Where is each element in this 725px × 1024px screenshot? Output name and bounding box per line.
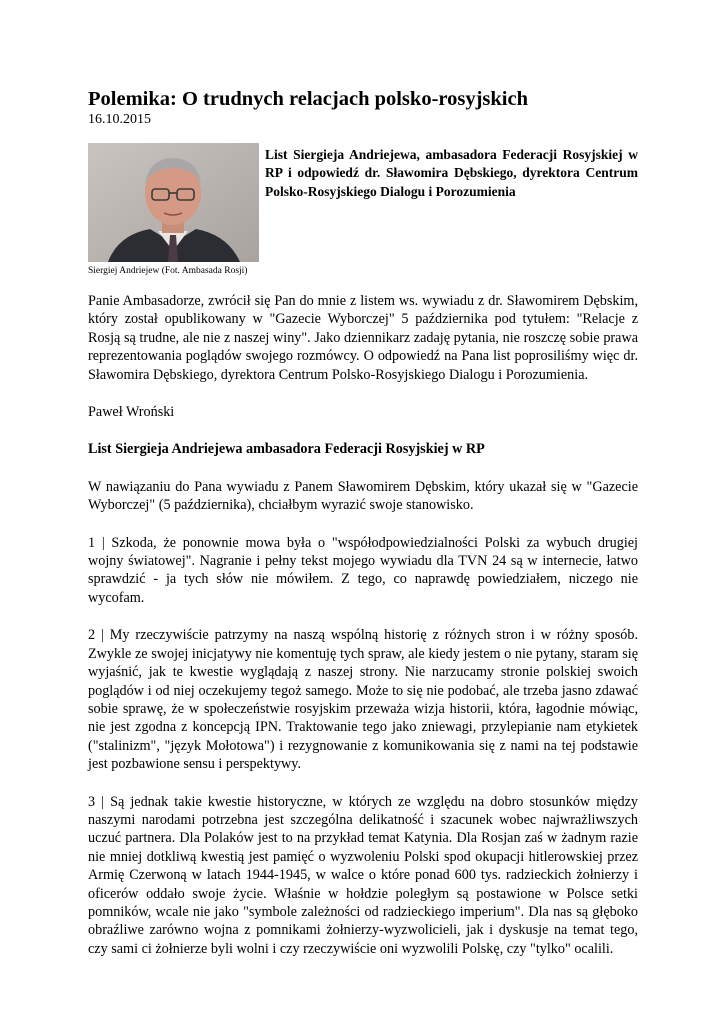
article-date: 16.10.2015 (88, 112, 151, 127)
portrait-photo (88, 143, 259, 262)
body-paragraph: 3 | Są jednak takie kwestie historyczne, w których ze względu na dobro stosunków między naszymi narodami potrzebna jest szczególna delikatność i szacunek wobec najwrażliwszych uczuć partnera. Dla Polaków jest to na przykład temat Katynia. Dla Rosjan zaś w żadnym razie nie mniej dotkliwą kwestią jest pamięć o wyzwoleniu Polski spod okupacji hitlerowskiej przez Armię Czerwoną w latach 1944-1945, w walce o które ponad 600 tys. radzieckich żołnierzy i oficerów oddało swoje życie. Właśnie w hołdzie poległym są postawione w Polsce setki pomników, wcale nie jako "symbole zależności od radzieckiego imperium". Dla nas są głęboko obraźliwe zarówno wojna z pomnikami żołnierzy-wyzwolicieli, jak i dyskusje na temat tego, czy sami ci żołnierze byli wolni i czy rzeczywiście oni wyzwolili Polskę, czy "tylko" ocalili. (88, 793, 638, 957)
article-body (88, 292, 638, 977)
body-paragraph: 2 | My rzeczywiście patrzymy na naszą wspólną historię z różnych stron i w różny sposób. Zwykle ze swojej inicjatywy nie komentuję tych spraw, ale kiedy jestem o nie pytany, staram się wyjaśnić, jak te kwestie wyglądają z naszej strony. Nie narzucamy stronie polskiej swoich poglądów i od niej oczekujemy tegoż samego. Może to się nie podobać, ale trzeba jasno zdawać sobie sprawę, że w społeczeństwie rosyjskim przeważa wizja historii, która, łagodnie mówiąc, nie jest zgodna z koncepcją IPN. Traktowanie tego jako zniewagi, przylepianie nam etykietek ("stalinizm", "język Mołotowa") i rezygnowanie z komunikowania się z nami na tej podstawie jest pozbawione sensu i perspektywy. (88, 627, 638, 773)
body-paragraph: W nawiązaniu do Pana wywiadu z Panem Sławomirem Dębskim, który ukazał się w "Gazecie Wyborczej" (5 października), chciałbym wyrazić swoje stanowisko. (88, 478, 638, 514)
section-heading: List Siergieja Andriejewa ambasadora Federacji Rosyjskiej w RP (88, 441, 485, 458)
body-paragraph: Panie Ambasadorze, zwrócił się Pan do mnie z listem ws. wywiadu z dr. Sławomirem Dębskim, który został opublikowany w "Gazecie Wyborczej" 5 października pod tytułem: "Relacje z Rosją są trudne, ale nie z naszej winy". Jako dziennikarz zadaję pytania, nie roszczę sobie prawa reprezentowania poglądów swojego rozmówcy. O odpowiedź na Pana list poprosiliśmy więc dr. Sławomira Dębskiego, dyrektora Centrum Polsko-Rosyjskiego Dialogu i Porozumienia. (88, 293, 638, 383)
article-title: Polemika: O trudnych relacjach polsko-rosyjskich (88, 88, 528, 110)
portrait-illustration (88, 143, 259, 262)
article-lead: List Siergieja Andriejewa, ambasadora Federacji Rosyjskiej w RP i odpowiedź dr. Sławomira Dębskiego, dyrektora Centrum Polsko-Rosyjskiego Dialogu i Porozumienia (265, 147, 638, 199)
photo-caption: Siergiej Andriejew (Fot. Ambasada Rosji) (88, 266, 248, 276)
author-signature: Paweł Wroński (88, 404, 175, 421)
body-paragraph: 1 | Szkoda, że ponownie mowa była o "współodpowiedzialności Polski za wybuch drugiej wojny światowej". Nagranie i pełny tekst mojego wywiadu dla TVN 24 są w internecie, łatwo sprawdzić - ja tych słów nie mówiłem. Z tego, co naprawdę powiedziałem, niczego nie wycofam. (88, 534, 638, 606)
